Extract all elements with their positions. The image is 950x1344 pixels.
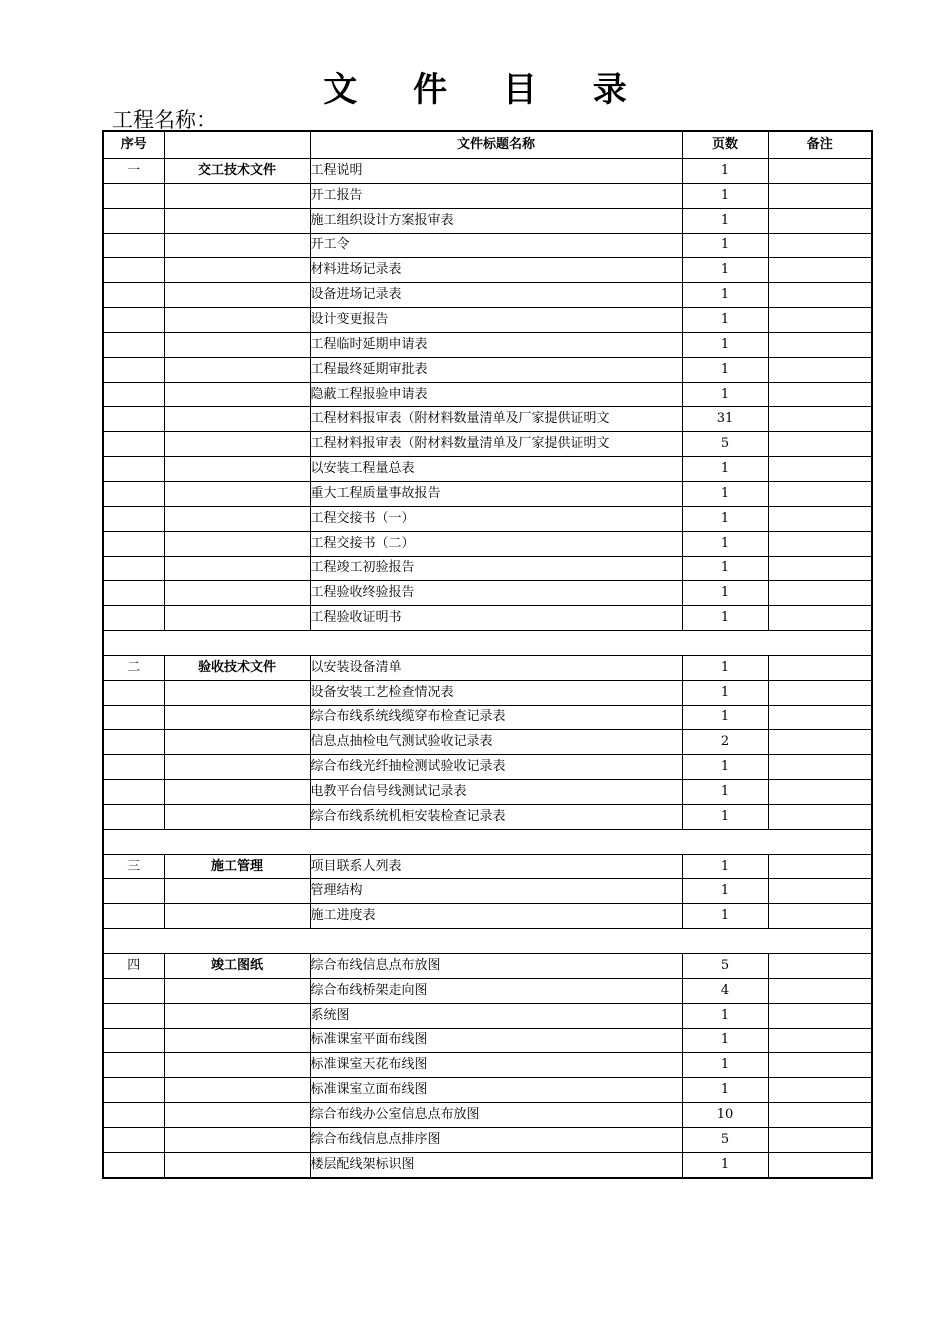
cell-title: 标准课室平面布线图 <box>310 1028 682 1053</box>
table-spacer-row <box>103 829 872 854</box>
cell-remarks <box>768 382 872 407</box>
cell-pages: 1 <box>682 531 768 556</box>
cell-title: 工程验收证明书 <box>310 606 682 631</box>
cell-title: 工程材料报审表（附材料数量清单及厂家提供证明文 <box>310 407 682 432</box>
cell-pages: 1 <box>682 680 768 705</box>
cell-pages: 10 <box>682 1103 768 1128</box>
cell-remarks <box>768 506 872 531</box>
cell-category <box>164 879 310 904</box>
cell-pages: 1 <box>682 804 768 829</box>
cell-remarks <box>768 233 872 258</box>
table-row <box>103 233 872 258</box>
spacer-cell <box>768 829 872 854</box>
cell-seq: 一 <box>103 159 164 184</box>
table-row <box>103 1053 872 1078</box>
cell-seq <box>103 233 164 258</box>
table-row <box>103 159 872 184</box>
cell-title: 项目联系人列表 <box>310 854 682 879</box>
cell-title: 材料进场记录表 <box>310 258 682 283</box>
cell-category: 施工管理 <box>164 854 310 879</box>
cell-remarks <box>768 556 872 581</box>
cell-remarks <box>768 1078 872 1103</box>
cell-title: 工程临时延期申请表 <box>310 332 682 357</box>
table-row <box>103 531 872 556</box>
cell-seq <box>103 705 164 730</box>
cell-pages: 5 <box>682 432 768 457</box>
cell-pages: 1 <box>682 705 768 730</box>
header-pages: 页数 <box>682 131 768 159</box>
cell-category <box>164 308 310 333</box>
cell-seq <box>103 755 164 780</box>
table-row <box>103 208 872 233</box>
table-row <box>103 1028 872 1053</box>
table-row <box>103 308 872 333</box>
spacer-cell <box>164 631 310 656</box>
cell-title: 工程最终延期审批表 <box>310 357 682 382</box>
cell-category <box>164 332 310 357</box>
cell-seq <box>103 730 164 755</box>
cell-pages: 1 <box>682 556 768 581</box>
spacer-cell <box>682 631 768 656</box>
cell-seq <box>103 481 164 506</box>
cell-pages: 1 <box>682 1028 768 1053</box>
cell-remarks <box>768 208 872 233</box>
cell-seq <box>103 531 164 556</box>
cell-seq <box>103 1103 164 1128</box>
cell-pages: 1 <box>682 457 768 482</box>
table-row <box>103 258 872 283</box>
cell-remarks <box>768 432 872 457</box>
cell-category <box>164 730 310 755</box>
cell-title: 以安装工程量总表 <box>310 457 682 482</box>
cell-pages: 1 <box>682 1053 768 1078</box>
table-spacer-row <box>103 631 872 656</box>
cell-title: 综合布线光纤抽检测试验收记录表 <box>310 755 682 780</box>
cell-category <box>164 1003 310 1028</box>
cell-title: 综合布线桥架走向图 <box>310 978 682 1003</box>
cell-remarks <box>768 1152 872 1177</box>
table-row <box>103 755 872 780</box>
page-title: 文 件 目 录 <box>323 70 649 110</box>
cell-remarks <box>768 730 872 755</box>
cell-category <box>164 581 310 606</box>
table-row <box>103 904 872 929</box>
table-row <box>103 1127 872 1152</box>
cell-category: 验收技术文件 <box>164 655 310 680</box>
table-row <box>103 954 872 979</box>
cell-seq <box>103 208 164 233</box>
cell-seq <box>103 506 164 531</box>
cell-seq <box>103 680 164 705</box>
cell-pages: 2 <box>682 730 768 755</box>
cell-remarks <box>768 954 872 979</box>
table-row <box>103 581 872 606</box>
cell-pages: 1 <box>682 332 768 357</box>
cell-seq <box>103 606 164 631</box>
cell-title: 楼层配线架标识图 <box>310 1152 682 1177</box>
cell-pages: 1 <box>682 581 768 606</box>
cell-pages: 31 <box>682 407 768 432</box>
table-row <box>103 407 872 432</box>
table-row <box>103 854 872 879</box>
cell-category <box>164 1127 310 1152</box>
cell-seq <box>103 183 164 208</box>
cell-category <box>164 780 310 805</box>
cell-title: 施工组织设计方案报审表 <box>310 208 682 233</box>
cell-remarks <box>768 904 872 929</box>
cell-pages: 1 <box>682 357 768 382</box>
table-row <box>103 506 872 531</box>
header-category <box>164 131 310 159</box>
cell-seq <box>103 283 164 308</box>
cell-category <box>164 1103 310 1128</box>
cell-seq <box>103 1028 164 1053</box>
cell-pages: 1 <box>682 1152 768 1177</box>
cell-seq <box>103 804 164 829</box>
table-row <box>103 332 872 357</box>
cell-seq <box>103 879 164 904</box>
table-body <box>103 159 872 1178</box>
cell-title: 综合布线信息点排序图 <box>310 1127 682 1152</box>
cell-remarks <box>768 1127 872 1152</box>
table-spacer-row <box>103 929 872 954</box>
cell-category <box>164 1152 310 1177</box>
cell-seq <box>103 1078 164 1103</box>
cell-category <box>164 804 310 829</box>
cell-category <box>164 978 310 1003</box>
cell-title: 工程说明 <box>310 159 682 184</box>
table-row <box>103 432 872 457</box>
cell-remarks <box>768 1028 872 1053</box>
cell-category <box>164 481 310 506</box>
cell-category <box>164 382 310 407</box>
cell-seq <box>103 432 164 457</box>
cell-remarks <box>768 879 872 904</box>
cell-seq <box>103 357 164 382</box>
cell-category <box>164 1078 310 1103</box>
cell-title: 标准课室天花布线图 <box>310 1053 682 1078</box>
cell-category <box>164 258 310 283</box>
cell-seq <box>103 581 164 606</box>
cell-remarks <box>768 258 872 283</box>
cell-title: 开工报告 <box>310 183 682 208</box>
cell-title: 综合布线信息点布放图 <box>310 954 682 979</box>
cell-pages: 1 <box>682 854 768 879</box>
cell-category <box>164 1028 310 1053</box>
cell-pages: 1 <box>682 1003 768 1028</box>
cell-pages: 1 <box>682 780 768 805</box>
table-row <box>103 730 872 755</box>
cell-title: 系统图 <box>310 1003 682 1028</box>
header-remarks: 备注 <box>768 131 872 159</box>
cell-title: 开工令 <box>310 233 682 258</box>
cell-remarks <box>768 308 872 333</box>
table-row <box>103 481 872 506</box>
cell-title: 电教平台信号线测试记录表 <box>310 780 682 805</box>
spacer-cell <box>164 929 310 954</box>
cell-seq <box>103 780 164 805</box>
cell-remarks <box>768 1053 872 1078</box>
cell-title: 设备安装工艺检查情况表 <box>310 680 682 705</box>
cell-category <box>164 556 310 581</box>
cell-remarks <box>768 283 872 308</box>
cell-title: 工程验收终验报告 <box>310 581 682 606</box>
cell-remarks <box>768 1003 872 1028</box>
cell-title: 管理结构 <box>310 879 682 904</box>
table-row <box>103 1103 872 1128</box>
cell-remarks <box>768 655 872 680</box>
cell-remarks <box>768 606 872 631</box>
cell-pages: 1 <box>682 506 768 531</box>
cell-category <box>164 283 310 308</box>
table-row <box>103 1078 872 1103</box>
cell-pages: 5 <box>682 954 768 979</box>
cell-seq <box>103 556 164 581</box>
cell-category <box>164 1053 310 1078</box>
cell-remarks <box>768 854 872 879</box>
cell-pages: 1 <box>682 233 768 258</box>
cell-pages: 1 <box>682 258 768 283</box>
spacer-cell <box>103 829 164 854</box>
cell-pages: 1 <box>682 481 768 506</box>
cell-remarks <box>768 755 872 780</box>
cell-seq <box>103 1152 164 1177</box>
spacer-cell <box>164 829 310 854</box>
cell-remarks <box>768 705 872 730</box>
cell-pages: 5 <box>682 1127 768 1152</box>
cell-category: 竣工图纸 <box>164 954 310 979</box>
table-row <box>103 978 872 1003</box>
cell-pages: 1 <box>682 283 768 308</box>
cell-remarks <box>768 357 872 382</box>
cell-category <box>164 208 310 233</box>
cell-pages: 4 <box>682 978 768 1003</box>
cell-title: 工程交接书（二） <box>310 531 682 556</box>
cell-pages: 1 <box>682 1078 768 1103</box>
cell-category <box>164 357 310 382</box>
table-row <box>103 780 872 805</box>
cell-remarks <box>768 978 872 1003</box>
cell-title: 隐蔽工程报验申请表 <box>310 382 682 407</box>
project-name-label: 工程名称： <box>112 108 217 132</box>
cell-title: 综合布线系统线缆穿布检查记录表 <box>310 705 682 730</box>
cell-category <box>164 457 310 482</box>
cell-category <box>164 531 310 556</box>
cell-seq <box>103 978 164 1003</box>
cell-remarks <box>768 407 872 432</box>
cell-seq: 四 <box>103 954 164 979</box>
cell-remarks <box>768 183 872 208</box>
cell-category <box>164 432 310 457</box>
cell-remarks <box>768 159 872 184</box>
table-row <box>103 879 872 904</box>
table-row <box>103 804 872 829</box>
cell-category <box>164 183 310 208</box>
cell-seq <box>103 332 164 357</box>
spacer-cell <box>310 829 682 854</box>
cell-title: 施工进度表 <box>310 904 682 929</box>
cell-pages: 1 <box>682 208 768 233</box>
spacer-cell <box>768 929 872 954</box>
cell-seq <box>103 308 164 333</box>
cell-remarks <box>768 531 872 556</box>
cell-remarks <box>768 332 872 357</box>
table-row <box>103 705 872 730</box>
cell-title: 设计变更报告 <box>310 308 682 333</box>
table-row <box>103 183 872 208</box>
cell-title: 综合布线办公室信息点布放图 <box>310 1103 682 1128</box>
cell-seq <box>103 1127 164 1152</box>
spacer-cell <box>310 631 682 656</box>
spacer-cell <box>310 929 682 954</box>
cell-seq <box>103 258 164 283</box>
cell-seq: 三 <box>103 854 164 879</box>
spacer-cell <box>682 829 768 854</box>
cell-seq <box>103 904 164 929</box>
cell-seq <box>103 457 164 482</box>
cell-pages: 1 <box>682 308 768 333</box>
table-row <box>103 1152 872 1177</box>
table-row <box>103 457 872 482</box>
cell-category: 交工技术文件 <box>164 159 310 184</box>
header-title: 文件标题名称 <box>310 131 682 159</box>
table-header-row <box>103 131 872 159</box>
cell-seq: 二 <box>103 655 164 680</box>
cell-remarks <box>768 780 872 805</box>
cell-title: 工程交接书（一） <box>310 506 682 531</box>
table-row <box>103 1003 872 1028</box>
cell-remarks <box>768 581 872 606</box>
cell-seq <box>103 1053 164 1078</box>
cell-remarks <box>768 680 872 705</box>
cell-pages: 1 <box>682 183 768 208</box>
cell-category <box>164 705 310 730</box>
cell-seq <box>103 1003 164 1028</box>
table-row <box>103 283 872 308</box>
table-row <box>103 606 872 631</box>
cell-remarks <box>768 804 872 829</box>
table-row <box>103 655 872 680</box>
cell-category <box>164 233 310 258</box>
spacer-cell <box>682 929 768 954</box>
cell-title: 重大工程质量事故报告 <box>310 481 682 506</box>
cell-pages: 1 <box>682 655 768 680</box>
spacer-cell <box>768 631 872 656</box>
cell-pages: 1 <box>682 159 768 184</box>
table-row <box>103 382 872 407</box>
cell-remarks <box>768 1103 872 1128</box>
cell-title: 工程材料报审表（附材料数量清单及厂家提供证明文 <box>310 432 682 457</box>
cell-seq <box>103 382 164 407</box>
cell-remarks <box>768 481 872 506</box>
cell-remarks <box>768 457 872 482</box>
table-row <box>103 556 872 581</box>
cell-pages: 1 <box>682 904 768 929</box>
cell-category <box>164 755 310 780</box>
cell-title: 设备进场记录表 <box>310 283 682 308</box>
cell-pages: 1 <box>682 606 768 631</box>
cell-category <box>164 680 310 705</box>
cell-pages: 1 <box>682 382 768 407</box>
cell-category <box>164 407 310 432</box>
table-row <box>103 357 872 382</box>
spacer-cell <box>103 631 164 656</box>
cell-pages: 1 <box>682 755 768 780</box>
cell-pages: 1 <box>682 879 768 904</box>
header-seq: 序号 <box>103 131 164 159</box>
cell-title: 以安装设备清单 <box>310 655 682 680</box>
table-row <box>103 680 872 705</box>
file-catalog-table <box>102 130 873 1179</box>
cell-category <box>164 904 310 929</box>
cell-title: 综合布线系统机柜安装检查记录表 <box>310 804 682 829</box>
cell-category <box>164 506 310 531</box>
cell-title: 标准课室立面布线图 <box>310 1078 682 1103</box>
cell-seq <box>103 407 164 432</box>
cell-title: 信息点抽检电气测试验收记录表 <box>310 730 682 755</box>
cell-title: 工程竣工初验报告 <box>310 556 682 581</box>
cell-category <box>164 606 310 631</box>
spacer-cell <box>103 929 164 954</box>
